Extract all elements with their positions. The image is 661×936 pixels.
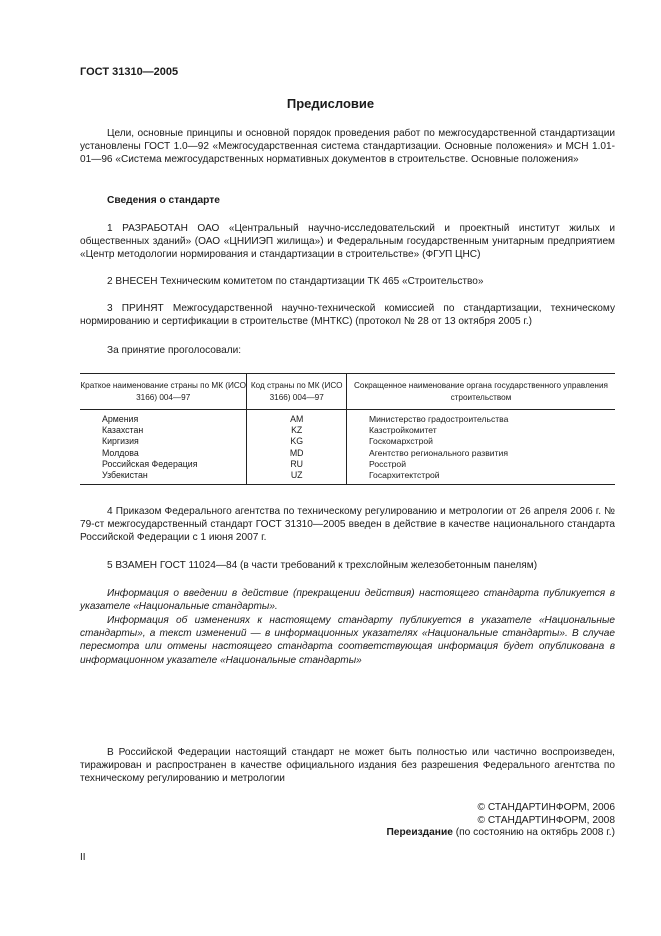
- page-number: II: [80, 852, 86, 863]
- org-name: Госкомархстрой: [346, 436, 615, 447]
- header-country: Краткое наименование страны по МК (ИСО 3166) 004—97: [80, 381, 247, 402]
- copyright-line-1: © СТАНДАРТИНФОРМ, 2006: [477, 802, 615, 813]
- reissue-label: Переиздание: [386, 827, 453, 839]
- document-header: ГОСТ 31310—2005: [80, 66, 179, 78]
- intro-paragraph: [80, 127, 615, 167]
- org-name: Министерство градостроительства: [346, 410, 615, 426]
- voting-table: [80, 373, 615, 485]
- info-publication-text: Информация о введении в действие (прекращении действия) настоящего стандарта публикуется в указателе «Национальные стандарты».: [80, 588, 615, 613]
- country-name: Казахстан: [102, 425, 144, 436]
- section-title: Сведения о стандарте: [107, 195, 220, 206]
- table-row: [80, 459, 615, 470]
- item-developed: [80, 222, 615, 262]
- voted-intro: [80, 344, 615, 357]
- org-name: Госархитектстрой: [346, 470, 615, 485]
- page-title: Предисловие: [286, 96, 375, 111]
- rights-notice-text: В Российской Федерации настоящий стандарт не может быть полностью или частично воспроизведен, тиражирован и распространен в качестве официального издания без разрешения Федерального агентства по техническому регулированию и метрологии: [80, 747, 615, 785]
- country-name: Киргизия: [102, 436, 139, 447]
- info-changes: [80, 614, 615, 667]
- country-code: KZ: [247, 425, 347, 436]
- country-code: AM: [247, 410, 347, 426]
- org-name: Агентство регионального развития: [346, 448, 615, 459]
- item-order-text: 4 Приказом Федерального агентства по техническому регулированию и метрологии от 26 апреля 2006 г. № 79-ст межгосударственный стандарт ГОСТ 31310—2005 введен в действие в качестве национального стандарта Российской Федерации с 1 июня 2007 г.: [80, 506, 615, 544]
- country-name: Молдова: [102, 447, 139, 458]
- info-publication: [80, 587, 615, 613]
- country-code: UZ: [247, 470, 347, 485]
- item-introduced-text: 2 ВНЕСЕН Техническим комитетом по стандартизации ТК 465 «Строительство»: [107, 276, 484, 287]
- info-changes-text: Информация об изменениях к настоящему стандарту публикуется в указателе «Национальные стандарты», а текст изменений — в информационных указателях «Национальные стандарты». В случае пересмотра или отмены настоящего стандарта соответствующая информация будет опубликована в информационном указателе «Национальные стандарты»: [80, 615, 615, 666]
- org-name: Казстройкомитет: [346, 425, 615, 436]
- voted-intro-text: За принятие проголосовали:: [107, 345, 242, 356]
- country-name: Российская Федерация: [102, 458, 198, 469]
- table-row: [80, 470, 615, 485]
- item-developed-text: 1 РАЗРАБОТАН ОАО «Центральный научно-исследовательский и проектный институт жилых и общественных зданий» (ОАО «ЦНИИЭП жилища») и Федеральным государственным унитарным предприятием «Центр методологии нормирования и стандартизации в строительстве» (ФГУП ЦНС): [80, 223, 615, 261]
- copyright-block: [386, 802, 615, 840]
- header-code: Код страны по МК (ИСО 3166) 004—97: [247, 374, 347, 410]
- voting-table-header: [80, 374, 615, 410]
- item-adopted: [80, 302, 615, 328]
- reissue-note: (по состоянию на октябрь 2008 г.): [455, 827, 615, 839]
- item-replaces-text: 5 ВЗАМЕН ГОСТ 11024—84 (в части требований к трехслойным железобетонным панелям): [107, 560, 538, 571]
- intro-text: Цели, основные принципы и основной порядок проведения работ по межгосударственной стандартизации установлены ГОСТ 1.0—92 «Межгосударственная система стандартизации. Основные положения» и МСН 1.01-01—96 «Система межгосударственных нормативных документов в строительстве. Основные положения»: [80, 128, 615, 166]
- table-row: [80, 436, 615, 447]
- rights-notice: [80, 746, 615, 786]
- reissue-line: [386, 827, 615, 840]
- item-order: [80, 505, 615, 545]
- copyright-line-2: © СТАНДАРТИНФОРМ, 2008: [477, 814, 615, 826]
- item-replaces: [80, 559, 615, 572]
- table-row: [80, 448, 615, 459]
- item-adopted-text: 3 ПРИНЯТ Межгосударственной научно-технической комиссией по стандартизации, техническому нормированию и сертификации в строительстве (МНТКС) (протокол № 28 от 13 октября 2005 г.): [80, 303, 615, 328]
- header-org: Сокращенное наименование органа государственного управления строительством: [346, 374, 615, 410]
- country-code: RU: [247, 459, 347, 470]
- country-code: MD: [247, 448, 347, 459]
- country-name: Узбекистан: [80, 470, 247, 485]
- table-row: [80, 425, 615, 436]
- country-code: KG: [247, 436, 347, 447]
- org-name: Росстрой: [346, 459, 615, 470]
- table-row: [80, 410, 615, 426]
- item-introduced: [80, 275, 615, 288]
- country-name: Армения: [102, 414, 139, 424]
